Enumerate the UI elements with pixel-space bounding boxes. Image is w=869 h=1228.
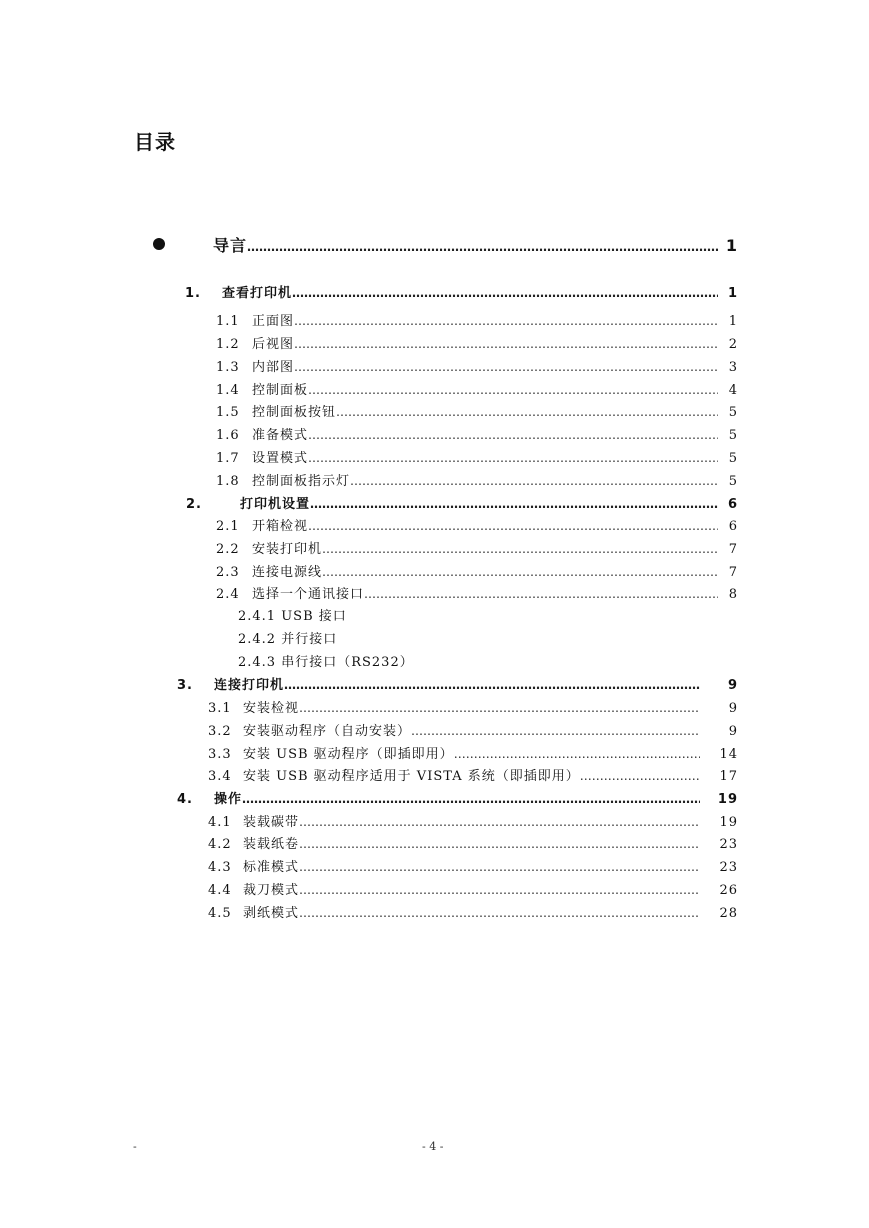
toc-page: 1	[725, 236, 738, 255]
toc-number: 4.1	[208, 815, 232, 830]
toc-entry-1-1[interactable]	[216, 311, 738, 331]
toc-leader	[284, 675, 700, 695]
toc-number: 3.	[177, 678, 193, 693]
toc-page: 14	[719, 747, 738, 762]
toc-entry-4-4[interactable]	[208, 880, 738, 900]
toc-number: 2.3	[216, 565, 240, 580]
toc-entry-4[interactable]	[177, 789, 738, 809]
toc-number: 2.	[186, 497, 202, 512]
toc-label: 控制面板	[252, 383, 309, 398]
toc-entry-4-5[interactable]	[208, 903, 738, 923]
toc-entry-3-4[interactable]	[208, 766, 738, 786]
toc-page: 7	[728, 565, 738, 580]
toc-label: 裁刀模式	[243, 883, 300, 898]
toc-label: 准备模式	[252, 428, 309, 443]
toc-label: 选择一个通讯接口	[252, 587, 365, 602]
toc-entry-3-1[interactable]	[208, 698, 738, 718]
toc-leader	[310, 494, 718, 514]
bullet-icon	[153, 238, 165, 250]
toc-number: 1.2	[216, 337, 240, 352]
toc-page: 6	[728, 519, 738, 534]
toc-label: 查看打印机	[222, 286, 293, 301]
toc-label: 正面图	[252, 314, 295, 329]
toc-page: 5	[728, 428, 738, 443]
toc-number: 1.8	[216, 474, 240, 489]
toc-leader	[580, 766, 700, 786]
toc-leader	[299, 834, 700, 854]
toc-page: 5	[728, 474, 738, 489]
toc-leader	[308, 448, 718, 468]
toc-label: 装载纸卷	[243, 837, 300, 852]
toc-leader	[336, 402, 718, 422]
toc-number: 1.	[185, 286, 201, 301]
toc-label: 2.4.2 并行接口	[238, 632, 338, 647]
toc-leader	[299, 880, 700, 900]
toc-leader	[299, 698, 700, 718]
toc-label: 开箱检视	[252, 519, 309, 534]
toc-page: 19	[719, 815, 738, 830]
footer-left-mark: -	[133, 1140, 137, 1153]
toc-label: 控制面板按钮	[252, 405, 337, 420]
toc-label: 控制面板指示灯	[252, 474, 351, 489]
toc-page: 6	[727, 497, 738, 512]
toc-leader	[322, 539, 718, 559]
toc-entry-3-3[interactable]	[208, 744, 738, 764]
toc-leader	[294, 357, 718, 377]
toc-label: 标准模式	[243, 860, 300, 875]
toc-label: 剥纸模式	[243, 906, 300, 921]
toc-entry-1-6[interactable]	[216, 425, 738, 445]
toc-label: 连接电源线	[252, 565, 323, 580]
toc-entry-2-4-3[interactable]	[238, 653, 538, 673]
toc-leader	[308, 425, 718, 445]
toc-entry-1-4[interactable]	[216, 380, 738, 400]
toc-entry-2-4[interactable]	[216, 584, 738, 604]
toc-number: 1.3	[216, 360, 240, 375]
toc-number: 3.1	[208, 701, 232, 716]
toc-number: 4.2	[208, 837, 232, 852]
toc-number: 2.1	[216, 519, 240, 534]
toc-label: 内部图	[252, 360, 295, 375]
toc-label: 安装打印机	[252, 542, 323, 557]
toc-entry-1-2[interactable]	[216, 334, 738, 354]
toc-leader	[364, 584, 718, 604]
toc-leader	[294, 311, 718, 331]
toc-label: 安装 USB 驱动程序适用于 VISTA 系统（即插即用）	[243, 769, 580, 784]
toc-label: 打印机设置	[240, 497, 311, 512]
toc-entry-2-4-1[interactable]	[238, 607, 538, 627]
toc-number: 1.6	[216, 428, 240, 443]
toc-page: 28	[719, 906, 738, 921]
toc-label: 装载碳带	[243, 815, 300, 830]
toc-entry-2-2[interactable]	[216, 539, 738, 559]
toc-entry-4-1[interactable]	[208, 812, 738, 832]
toc-leader	[299, 857, 700, 877]
toc-entry-4-2[interactable]	[208, 834, 738, 854]
toc-page: 19	[717, 792, 738, 807]
toc-page: 5	[728, 451, 738, 466]
toc-entry-2-1[interactable]	[216, 516, 738, 536]
toc-entry-1-5[interactable]	[216, 402, 738, 422]
toc-leader	[350, 471, 718, 491]
toc-label: 2.4.3 串行接口（RS232）	[238, 655, 414, 670]
toc-leader	[242, 789, 700, 809]
toc-entry-1[interactable]	[185, 283, 738, 303]
toc-page: 1	[728, 314, 738, 329]
toc-label: 连接打印机	[214, 678, 285, 693]
toc-page: 9	[728, 701, 738, 716]
toc-number: 4.	[177, 792, 193, 807]
toc-entry-4-3[interactable]	[208, 857, 738, 877]
toc-number: 3.3	[208, 747, 232, 762]
toc-label: 导言	[213, 236, 248, 255]
toc-label: 安装检视	[243, 701, 300, 716]
toc-label: 操作	[214, 792, 243, 807]
toc-number: 3.4	[208, 769, 232, 784]
toc-label: 2.4.1 USB 接口	[238, 609, 347, 624]
toc-number: 1.5	[216, 405, 240, 420]
toc-number: 4.5	[208, 906, 232, 921]
page-number: - 4 -	[422, 1140, 444, 1153]
toc-entry-2-3[interactable]	[216, 562, 738, 582]
toc-leader	[292, 283, 718, 303]
toc-page: 17	[719, 769, 738, 784]
toc-number: 3.2	[208, 724, 232, 739]
toc-number: 4.4	[208, 883, 232, 898]
toc-number: 2.2	[216, 542, 240, 557]
toc-leader	[247, 237, 718, 257]
toc-page: 26	[719, 883, 738, 898]
toc-entry-1-8[interactable]	[216, 471, 738, 491]
toc-page: 23	[719, 860, 738, 875]
toc-leader	[454, 744, 700, 764]
toc-label: 安装驱动程序（自动安装）	[243, 724, 412, 739]
toc-page: 23	[719, 837, 738, 852]
toc-page: 8	[728, 587, 738, 602]
toc-page: 1	[727, 286, 738, 301]
toc-entry-3-2[interactable]	[208, 721, 738, 741]
toc-number: 1.1	[216, 314, 240, 329]
toc-leader	[299, 812, 700, 832]
toc-entry-intro[interactable]	[213, 236, 738, 256]
toc-number: 2.4	[216, 587, 240, 602]
page-title: 目录	[134, 130, 176, 154]
toc-page: 4	[728, 383, 738, 398]
toc-number: 1.4	[216, 383, 240, 398]
toc-page: 9	[727, 678, 738, 693]
toc-entry-2[interactable]	[186, 494, 738, 514]
toc-entry-3[interactable]	[177, 675, 738, 695]
toc-entry-2-4-2[interactable]	[238, 630, 538, 650]
toc-leader	[411, 721, 700, 741]
toc-number: 4.3	[208, 860, 232, 875]
toc-leader	[294, 334, 718, 354]
toc-page: 2	[728, 337, 738, 352]
toc-leader	[299, 903, 700, 923]
toc-entry-1-7[interactable]	[216, 448, 738, 468]
toc-page: 3	[728, 360, 738, 375]
toc-number: 1.7	[216, 451, 240, 466]
toc-page: 5	[728, 405, 738, 420]
toc-leader	[308, 380, 718, 400]
toc-page: 9	[728, 724, 738, 739]
toc-label: 后视图	[252, 337, 295, 352]
toc-label: 设置模式	[252, 451, 309, 466]
toc-entry-1-3[interactable]	[216, 357, 738, 377]
toc-label: 安装 USB 驱动程序（即插即用）	[243, 747, 454, 762]
toc-leader	[322, 562, 718, 582]
toc-leader	[308, 516, 718, 536]
toc-page: 7	[728, 542, 738, 557]
